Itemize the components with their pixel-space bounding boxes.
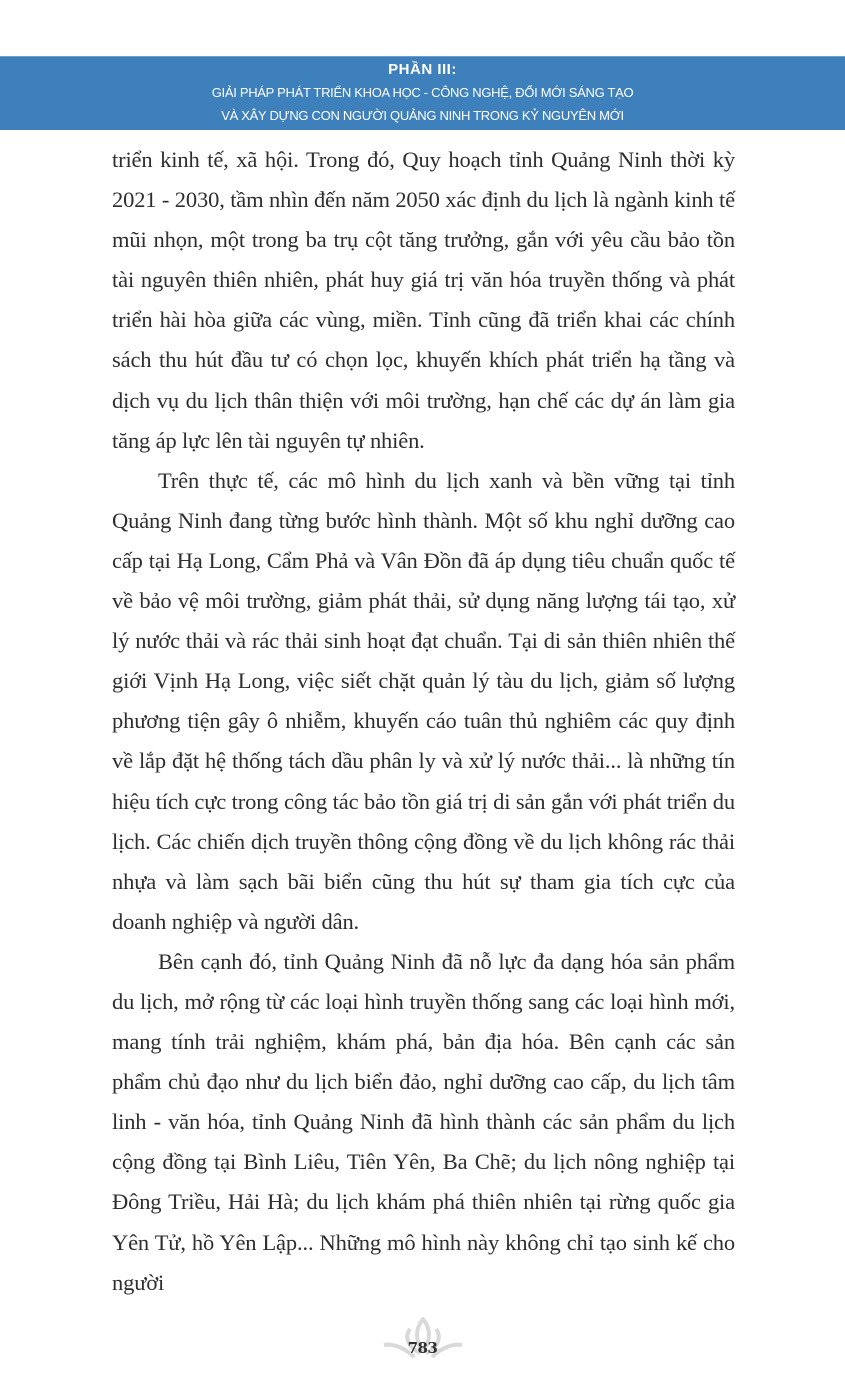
page-number: 783 [407,1338,438,1357]
section-header-band [0,56,845,130]
page-footer [0,1315,845,1375]
paragraph: Bên cạnh đó, tỉnh Quảng Ninh đã nỗ lực đa dạng hóa sản phẩm du lịch, mở rộng từ các loại hình truyền thống sang các loại hình mới, mang tính trải nghiệm, khám phá, bản địa hóa. Bên cạnh các sản phẩm chủ đạo như du lịch biển đảo, nghỉ dưỡng cao cấp, du lịch tâm linh - văn hóa, tỉnh Quảng Ninh đã hình thành các sản phẩm du lịch cộng đồng tại Bình Liêu, Tiên Yên, Ba Chẽ; du lịch nông nghiệp tại Đông Triều, Hải Hà; du lịch khám phá thiên nhiên tại rừng quốc gia Yên Tử, hồ Yên Lập... Những mô hình này không chỉ tạo sinh kế cho người [112,948,735,1295]
paragraph-continued: triển kinh tế, xã hội. Trong đó, Quy hoạch tỉnh Quảng Ninh thời kỳ 2021 - 2030, tầm nhìn đến năm 2050 xác định du lịch là ngành kinh tế mũi nhọn, một trong ba trụ cột tăng trưởng, gắn với yêu cầu bảo tồn tài nguyên thiên nhiên, phát huy giá trị văn hóa truyền thống và phát triển hài hòa giữa các vùng, miền. Tỉnh cũng đã triển khai các chính sách thu hút đầu tư có chọn lọc, khuyến khích phát triển hạ tầng và dịch vụ du lịch thân thiện với môi trường, hạn chế các dự án làm gia tăng áp lực lên tài nguyên tự nhiên. [112,147,735,453]
section-subtitle-line-2: VÀ XÂY DỰNG CON NGƯỜI QUẢNG NINH TRONG KỶ NGUYÊN MỚI [221,108,624,123]
section-title: PHẦN III: [388,61,457,78]
section-subtitle-line-1: GIẢI PHÁP PHÁT TRIỂN KHOA HỌC - CÔNG NGHỆ, ĐỔI MỚI SÁNG TẠO [211,85,634,100]
body-text [112,140,735,1303]
paragraph: Trên thực tế, các mô hình du lịch xanh và bền vững tại tỉnh Quảng Ninh đang từng bước hình thành. Một số khu nghỉ dưỡng cao cấp tại Hạ Long, Cẩm Phả và Vân Đồn đã áp dụng tiêu chuẩn quốc tế về bảo vệ môi trường, giảm phát thải, sử dụng năng lượng tái tạo, xử lý nước thải và rác thải sinh hoạt đạt chuẩn. Tại di sản thiên nhiên thế giới Vịnh Hạ Long, việc siết chặt quản lý tàu du lịch, giảm số lượng phương tiện gây ô nhiễm, khuyến cáo tuân thủ nghiêm các quy định về lắp đặt hệ thống tách dầu phân ly và xử lý nước thải... là những tín hiệu tích cực trong công tác bảo tồn giá trị di sản gắn với phát triển du lịch. Các chiến dịch truyền thông cộng đồng về du lịch không rác thải nhựa và làm sạch bãi biển cũng thu hút sự tham gia tích cực của doanh nghiệp và người dân. [112,467,735,934]
top-margin [0,0,845,56]
